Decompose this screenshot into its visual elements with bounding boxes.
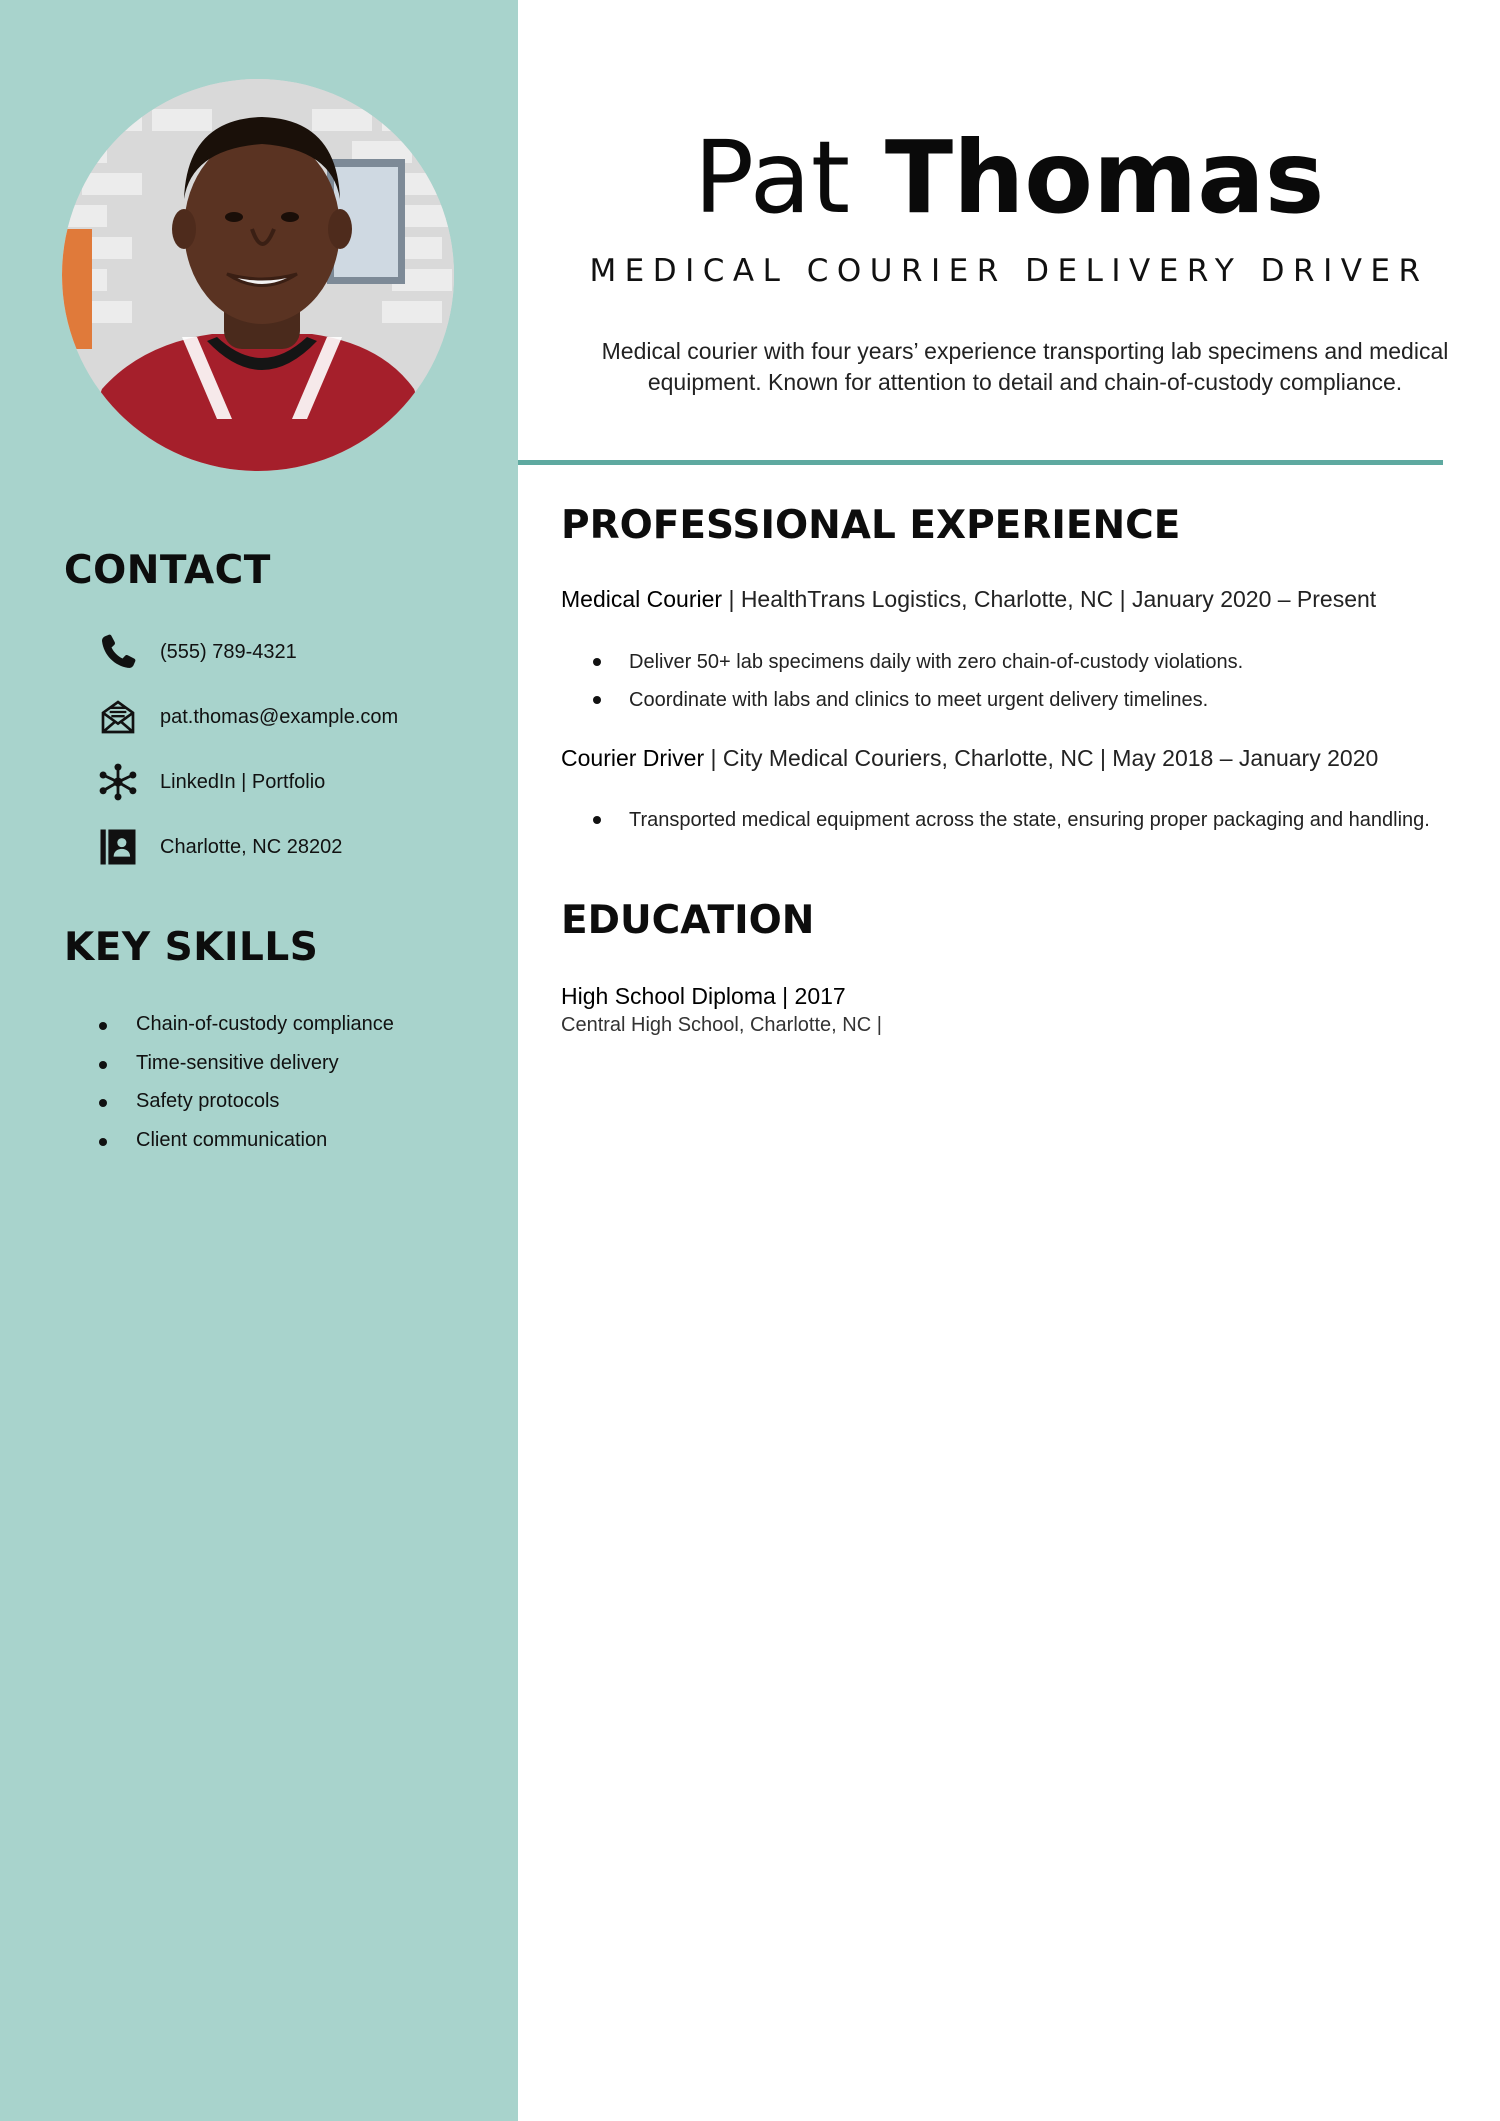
contact-address-text: Charlotte, NC 28202 xyxy=(160,835,343,858)
job-bullets xyxy=(590,649,1430,725)
list-item: Transported medical equipment across the state, ensuring proper packaging and handling. xyxy=(590,807,1430,833)
contact-email-text[interactable]: pat.thomas@example.com xyxy=(160,705,399,728)
summary: Medical courier with four years’ experience transporting lab specimens and medical equipment. Known for attention to detail and chain-of-custody compliance. xyxy=(601,338,1449,395)
network-icon xyxy=(96,760,140,804)
sidebar xyxy=(0,0,518,2121)
education-school: Central High School, Charlotte, NC | xyxy=(561,1014,882,1036)
candidate-name xyxy=(518,118,1500,238)
skills-list xyxy=(96,1005,394,1159)
job-details: | City Medical Couriers, Charlotte, NC | May 2018 – January 2020 xyxy=(704,745,1379,771)
job-role: Medical Courier xyxy=(561,586,723,612)
contact-links xyxy=(96,757,496,807)
job-bullets xyxy=(590,807,1430,845)
phone-icon xyxy=(96,630,140,674)
list-item: Deliver 50+ lab specimens daily with zero chain-of-custody violations. xyxy=(590,649,1430,675)
key-skills-heading: KEY SKILLS xyxy=(64,925,319,970)
job-details: | HealthTrans Logistics, Charlotte, NC | January 2020 – Present xyxy=(722,586,1377,612)
contact-phone xyxy=(96,627,496,677)
list-item: Coordinate with labs and clinics to meet urgent delivery timelines. xyxy=(590,687,1430,713)
job-title-line xyxy=(561,745,1378,772)
profile-photo xyxy=(62,79,454,471)
list-item: Client communication xyxy=(96,1121,394,1160)
divider xyxy=(518,460,1443,465)
job-title: MEDICAL COURIER DELIVERY DRIVER xyxy=(589,253,1429,289)
job-role: Courier Driver xyxy=(561,745,705,771)
job-title-line xyxy=(561,586,1376,613)
address-book-icon xyxy=(96,825,140,869)
list-item: Chain-of-custody compliance xyxy=(96,1005,394,1044)
first-name: Pat xyxy=(693,119,851,236)
contact-heading: CONTACT xyxy=(64,548,271,593)
contact-phone-text[interactable]: (555) 789-4321 xyxy=(160,640,297,663)
contact-email xyxy=(96,692,496,742)
list-item: Safety protocols xyxy=(96,1082,394,1121)
contact-address xyxy=(96,822,496,872)
experience-heading: PROFESSIONAL EXPERIENCE xyxy=(561,503,1181,548)
education-heading: EDUCATION xyxy=(561,898,815,943)
last-name: Thomas xyxy=(884,119,1325,236)
contact-links-text[interactable]: LinkedIn | Portfolio xyxy=(160,770,326,793)
envelope-icon xyxy=(96,695,140,739)
list-item: Time-sensitive delivery xyxy=(96,1044,394,1083)
education-degree: High School Diploma | 2017 xyxy=(561,983,846,1009)
